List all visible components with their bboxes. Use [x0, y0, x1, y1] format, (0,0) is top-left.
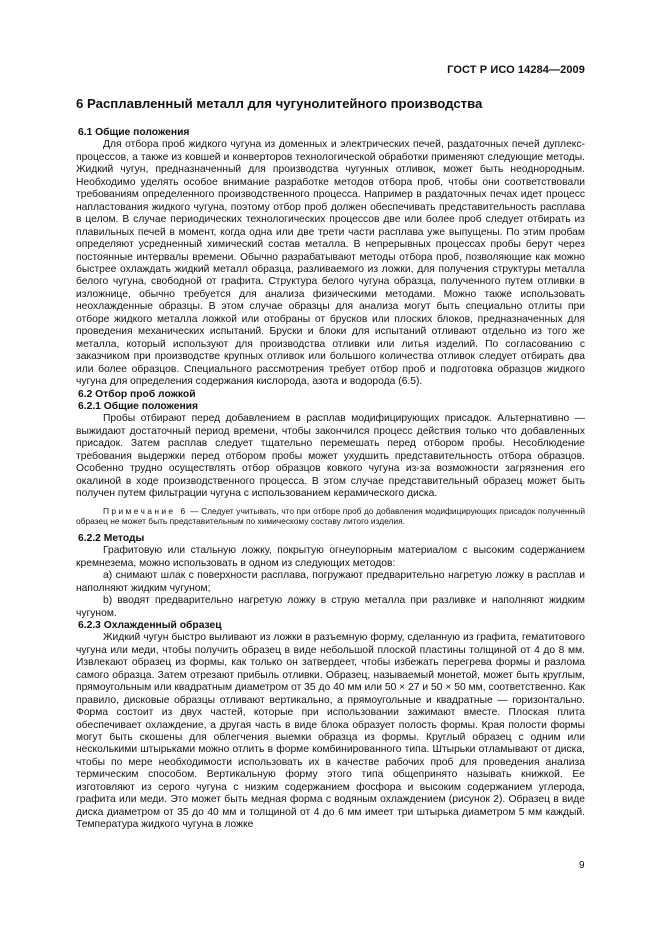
standard-header: ГОСТ Р ИСО 14284—2009	[447, 64, 585, 76]
note-label: Примечание 6	[103, 505, 188, 516]
subsection-6-2-1-title: 6.2.1 Общие положения	[78, 400, 198, 412]
note-text: — Следует учитывать, что при отборе проб до добавления модифицирующих присадок полученный образец не может быть представительным по химическому составу литого изделия.	[76, 505, 586, 527]
document-body	[76, 90, 585, 832]
subsection-6-2-3-paragraph: Жидкий чугун быстро выливают из ложки в разъемную форму, сделанную из графита, гематитового чугуна или меди, чтобы получить образец в виде небольшой плоской пластины толщиной от 4 до 8 мм. Извлекают образец из формы, как только он затвердеет, чтобы избежать перегрева формы и разлома самого образца. Затем отрезают прибыль отливки. Образец, называемый монетой, может быть круглым, прямоугольным или квадратным диаметром от 35 до 40 мм или 50 × 27 и 50 × 50 мм, соответственно. Как правило, дисковые образцы отливают вертикально, а прямоугольные и квадратные — горизонтально. Форма состоит из двух частей, которые при использовании зажимают вместе. Плоская плита обеспечивает охлаждение, а другая часть в виде блока образует полость формы. Края полости формы могут быть скошены для облегчения выемки образца из формы. Круглый образец с одним или несколькими штырьками можно отлить в форме комбинированного типа. Штырьки отламывают от диска, чтобы по мере необходимости использовать их в качестве рабочих проб для проведения анализа термическим способом. Вертикальную форму этого типа общепринято называть книжкой. Ее изготовляют из серого чугуна с низким содержанием фосфора и высоким содержанием углерода, графита или меди. Это может быть медная форма с водяным охлаждением (рисунок 2). Образец в виде диска диаметром от 35 до 40 мм и толщиной от 4 до 6 мм имеет три штырька диаметром 5 мм каждый. Температура жидкого чугуна в ложке	[76, 632, 585, 831]
section-title: 6 Расплавленный металл для чугунолитейного производства	[76, 96, 483, 111]
subsection-6-2-2-title: 6.2.2 Методы	[78, 532, 145, 544]
subsection-6-1-title: 6.1 Общие положения	[78, 127, 190, 138]
page-number: 9	[579, 860, 585, 871]
subsection-6-2-3-title: 6.2.3 Охлажденный образец	[78, 619, 222, 631]
method-item-a: a) снимают шлак с поверхности расплава, погружают предварительно нагретую ложку в расплав и наполняют жидким чугуном;	[76, 570, 585, 594]
note-6	[76, 506, 585, 527]
subsection-6-1-paragraph: Для отбора проб жидкого чугуна из доменных и электрических печей, раздаточных печей дуплекс-процессов, а также из ковшей и конверторов технологической обработки применяют следующие методы. Жидкий чугун, предназначенный для производства чугунных отливок, может быть неоднородным. Необходимо уделять особое внимание разработке методов отбора проб, чтобы они соответствовали требованиям определенного производственного процесса. Например в раздаточных печах идет процесс напластования жидкого чугуна, поэтому отбор проб должен обеспечивать представительность расплава в целом. В случае периодических технологических процессов две или более проб следует отбирать из плавильных печей в момент, когда одна или две трети части расплава уже выпущены. По этим пробам определяют усредненный химический состав металла. В непрерывных процессах пробы берут через постоянные интервалы времени. Обычно разрабатывают методы отбора проб, позволяющие как можно быстрее охлаждать жидкий металл образца, разливаемого из ложки, для получения структуры металла белого чугуна, свободной от графита. Структура белого чугуна образца, полученного путем отливки в изложнице, обычно требуется для анализа физическими методами. Можно также использовать неохлажденные образцы. В этом случае образцы для анализа могут быть специально отлиты при отборе жидкого металла ложкой или отобраны от брусков или плоских блоков, предназначенных для проведения механических испытаний. Бруски и блоки для испытаний отливают отдельно из того же металла, который используют для производства отливки или литья изделий. По согласованию с заказчиком при производстве крупных отливок или большого количества отливок следует отбирать два или более образцов. Специального рассмотрения требует отбор проб и подготовка образцов жидкого чугуна для определения содержания кислорода, азота и водорода (6.5).	[76, 139, 585, 388]
subsection-6-2-2-paragraph: Графитовую или стальную ложку, покрытую огнеупорным материалом с высоким содержанием кремнезема, можно использовать в одном из следующих методов:	[76, 545, 585, 569]
subsection-6-2-title: 6.2 Отбор проб ложкой	[78, 388, 196, 400]
subsection-6-2-1-paragraph: Пробы отбирают перед добавлением в расплав модифицирующих присадок. Альтернативно — выжидают достаточный период времени, чтобы закончился процесс действия только что добавленных присадок. Затем расплав следует тщательно перемешать перед отбором пробы. Несоблюдение требования выдержки перед отбором пробы может ухудшить представительность отбора образцов. Особенно трудно осуществлять отбор образцов ковкого чугуна из-за возможности загрязнения его окалиной в ходе производственного процесса. В этом случае представительный образец может быть получен путем фильтрации чугуна с использованием керамического диска.	[76, 413, 585, 500]
method-item-b: b) вводят предварительно нагретую ложку в струю металла при разливке и наполняют жидким чугуном.	[76, 595, 585, 619]
